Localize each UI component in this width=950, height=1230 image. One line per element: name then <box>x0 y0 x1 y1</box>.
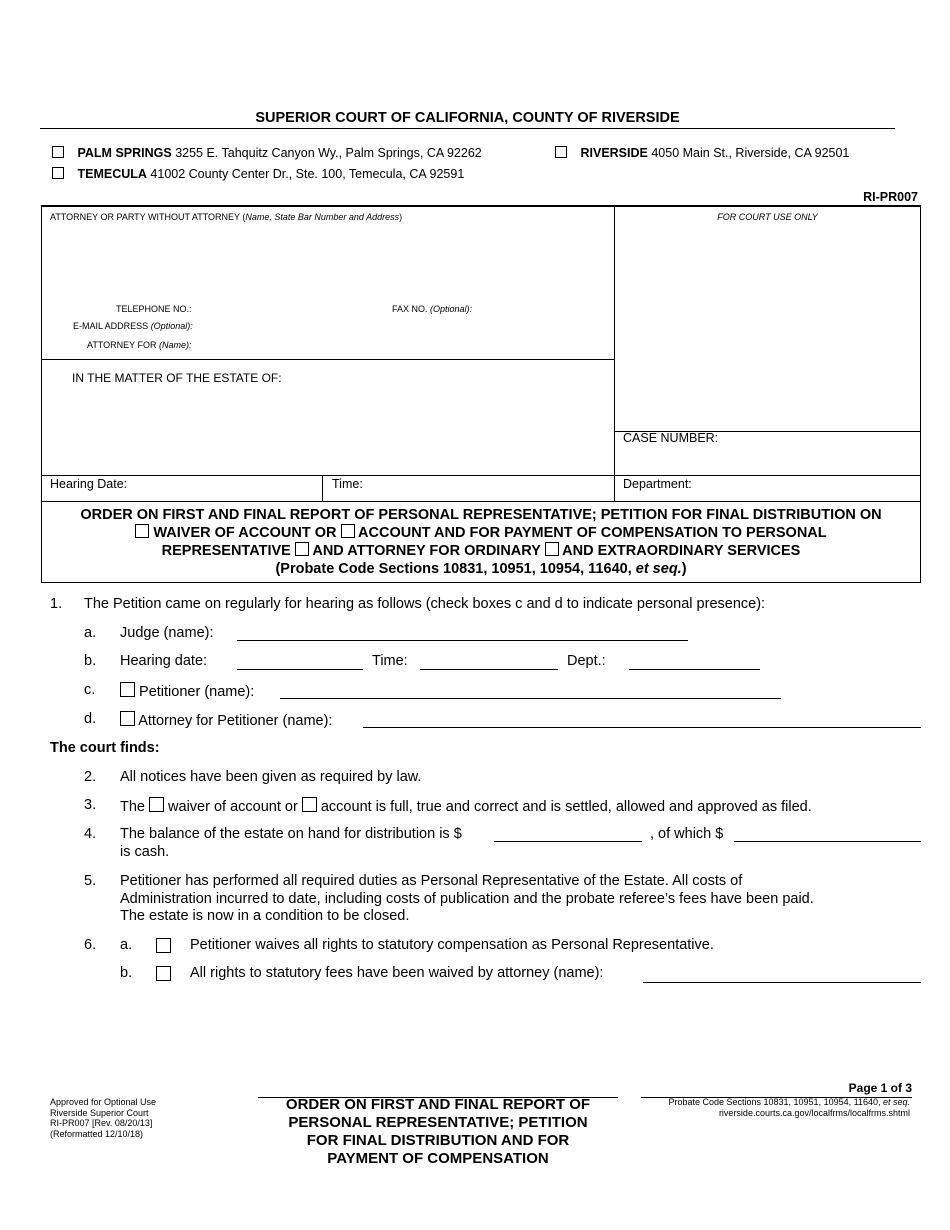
order-title-line4: (Probate Code Sections 10831, 10951, 10954, 11640, et seq.) <box>275 561 687 577</box>
hearing-time-label: Time: <box>372 653 408 669</box>
footer-right: Probate Code Sections 10831, 10951, 10954, 11640, et seq. riverside.courts.ca.gov/localfrms/localfrms.shtml <box>668 1097 910 1118</box>
item6b-checkbox[interactable] <box>156 966 171 981</box>
location-temecula[interactable] <box>52 167 464 181</box>
item5-number: 5. <box>84 873 97 889</box>
petitioner-name-field[interactable] <box>280 698 781 699</box>
item1-number: 1. <box>50 596 63 612</box>
department-label: Department: <box>623 477 692 491</box>
item3-text: The waiver of account or account is full, true and correct and is settled, allowed and approved as filed. <box>120 799 812 815</box>
item2-number: 2. <box>84 769 97 785</box>
item6a-letter: a. <box>120 937 133 953</box>
hearing-time-field[interactable] <box>420 669 558 670</box>
page-number: Page 1 of 3 <box>848 1081 912 1095</box>
order-title-line1: ORDER ON FIRST AND FINAL REPORT OF PERSONAL REPRESENTATIVE; PETITION FOR FINAL DISTRIBUTION ON <box>80 507 882 523</box>
hearing-date-field[interactable] <box>237 669 363 670</box>
palm-springs-name: PALM SPRINGS <box>77 146 172 160</box>
estate-of-label: IN THE MATTER OF THE ESTATE OF: <box>72 371 282 385</box>
riverside-name: RIVERSIDE <box>580 146 648 160</box>
order-title-line3: REPRESENTATIVE AND ATTORNEY FOR ORDINARY AND EXTRAORDINARY SERVICES <box>161 543 801 559</box>
judge-name-field[interactable] <box>237 640 688 641</box>
footer-left: Approved for Optional Use Riverside Superior Court RI-PR007 [Rev. 08/20/13] (Reformatted 12/10/18) <box>50 1097 157 1139</box>
item4-text-a: The balance of the estate on hand for distribution is $ <box>120 826 462 842</box>
attorney-section-rule <box>41 359 614 360</box>
item6a-checkbox[interactable] <box>156 938 171 953</box>
dept-field[interactable] <box>629 669 760 670</box>
item6a-text: Petitioner waives all rights to statutory compensation as Personal Representative. <box>190 937 714 953</box>
case-number-label: CASE NUMBER: <box>623 431 719 445</box>
palm-springs-address: 3255 E. Tahquitz Canyon Wy., Palm Springs, CA 92262 <box>171 146 482 160</box>
riverside-checkbox[interactable] <box>555 146 567 158</box>
judge-label: Judge (name): <box>120 625 214 641</box>
attorney-label: ATTORNEY OR PARTY WITHOUT ATTORNEY (Name, State Bar Number and Address) <box>50 212 403 222</box>
footer-title: ORDER ON FIRST AND FINAL REPORT OF PERSONAL REPRESENTATIVE; PETITION FOR FINAL DISTRIBUTION AND FOR PAYMENT OF COMPENSATION <box>285 1096 591 1167</box>
palm-springs-checkbox[interactable] <box>52 146 64 158</box>
caption-divider <box>614 205 615 501</box>
time-label: Time: <box>332 477 363 491</box>
hearing-row-top <box>41 475 921 476</box>
riverside-address: 4050 Main St., Riverside, CA 92501 <box>647 146 850 160</box>
representative-checkbox[interactable] <box>295 542 309 556</box>
hearing-time-divider <box>322 475 323 501</box>
attorney-present-checkbox[interactable] <box>120 711 135 726</box>
hearing-date-field-label: Hearing date: <box>120 653 208 669</box>
item1d-letter: d. <box>84 711 97 727</box>
petitioner-label: Petitioner (name): <box>139 684 255 700</box>
account-checkbox[interactable] <box>341 524 355 538</box>
court-finds-heading: The court finds: <box>50 740 160 756</box>
petitioner-present-checkbox[interactable] <box>120 682 135 697</box>
attorney-for-label: ATTORNEY FOR (Name): <box>87 340 192 350</box>
item6b-text: All rights to statutory fees have been waived by attorney (name): <box>190 965 604 981</box>
item3-waiver-checkbox[interactable] <box>149 797 164 812</box>
court-title: SUPERIOR COURT OF CALIFORNIA, COUNTY OF RIVERSIDE <box>255 110 680 126</box>
waiver-checkbox[interactable] <box>135 524 149 538</box>
item2-text: All notices have been given as required by law. <box>120 769 422 785</box>
cash-amount-field[interactable] <box>734 841 921 842</box>
item6b-letter: b. <box>120 965 133 981</box>
item3-number: 3. <box>84 797 97 813</box>
item5-text: Petitioner has performed all required duties as Personal Representative of the Estate. All costs of Administration incurred to date, including costs of publication and the probate referee’s fees have been paid. The estate is now in a condition to be closed. <box>120 873 814 924</box>
attorney-petitioner-row <box>120 711 332 729</box>
balance-field[interactable] <box>494 841 642 842</box>
item3-account-checkbox[interactable] <box>302 797 317 812</box>
order-title <box>41 506 921 578</box>
hearing-row-bottom <box>41 501 921 502</box>
fax-label: FAX NO. (Optional): <box>392 304 473 314</box>
item4-text-c: is cash. <box>120 844 170 860</box>
telephone-label: TELEPHONE NO.: <box>116 304 192 314</box>
temecula-name: TEMECULA <box>77 167 147 181</box>
item4-text-b: , of which $ <box>650 826 724 842</box>
petitioner-row <box>120 682 254 700</box>
location-palm-springs[interactable] <box>52 146 482 160</box>
caption-top-thick <box>41 205 921 207</box>
waiving-attorney-field[interactable] <box>643 982 921 983</box>
item4-number: 4. <box>84 826 97 842</box>
temecula-checkbox[interactable] <box>52 167 64 179</box>
form-code: RI-PR007 <box>863 190 918 204</box>
item1a-letter: a. <box>84 625 97 641</box>
attorney-petitioner-label: Attorney for Petitioner (name): <box>138 713 333 729</box>
hearing-date-label: Hearing Date: <box>50 477 128 491</box>
location-riverside[interactable] <box>555 146 849 160</box>
dept-label: Dept.: <box>567 653 606 669</box>
item1b-letter: b. <box>84 653 97 669</box>
item6-number: 6. <box>84 937 97 953</box>
order-title-line2: WAIVER OF ACCOUNT OR ACCOUNT AND FOR PAYMENT OF COMPENSATION TO PERSONAL <box>41 524 921 542</box>
item1-text: The Petition came on regularly for hearing as follows (check boxes c and d to indicate personal presence): <box>84 596 766 612</box>
ordinary-checkbox[interactable] <box>545 542 559 556</box>
item1c-letter: c. <box>84 682 96 698</box>
email-label: E-MAIL ADDRESS (Optional): <box>73 321 193 331</box>
title-rule <box>40 128 895 129</box>
court-use-only-label: FOR COURT USE ONLY <box>717 212 818 222</box>
temecula-address: 41002 County Center Dr., Ste. 100, Temecula, CA 92591 <box>146 167 465 181</box>
attorney-petitioner-field[interactable] <box>363 727 921 728</box>
